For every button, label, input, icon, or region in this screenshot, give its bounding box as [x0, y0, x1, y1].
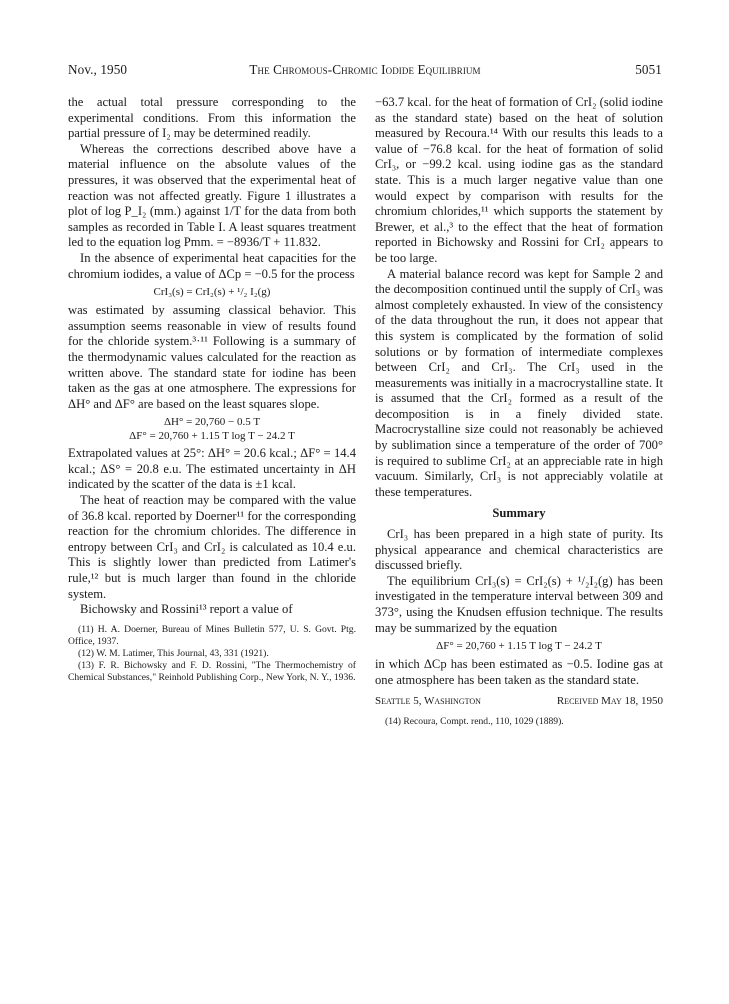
footnote: (12) W. M. Latimer, This Journal, 43, 331 (1921). — [78, 647, 269, 659]
paragraph: In the absence of experimental heat capacities for the chromium iodides, a value of ΔCp = −0.5 for the process — [68, 250, 356, 281]
equation-enthalpy: ΔH° = 20,760 − 0.5 T — [163, 416, 261, 429]
paragraph: CrI₃ has been prepared in a high state of purity. Its physical appearance and chemical characteristics are discussed briefly. — [375, 527, 663, 573]
right-column — [375, 95, 663, 728]
paragraph: The equilibrium CrI₃(s) = CrI₂(s) + ¹/₂I₂(g) has been investigated in the temperature interval between 309 and 373°, using the Knudsen effusion technique. The results may be summarized by the equation — [375, 573, 663, 635]
paragraph: Bichowsky and Rossini¹³ report a value of — [80, 602, 293, 617]
paragraph: in which ΔCp has been estimated as −0.5. Iodine gas at one atmosphere has been taken as the standard state. — [375, 657, 663, 687]
affiliation-line — [375, 694, 663, 710]
paragraph: Extrapolated values at 25°: ΔH° = 20.6 kcal.; ΔF° = 14.4 kcal.; ΔS° = 20.8 e.u. The estimated uncertainty in ΔH indicated by the scatter of the data is ±1 kcal. — [68, 446, 356, 492]
received-date: Received May 18, 1950 — [556, 695, 663, 708]
equation-reaction: CrI₃(s) = CrI₂(s) + ¹/₂ I₂(g) — [153, 286, 271, 299]
paragraph: The heat of reaction may be compared with the value of 36.8 kcal. reported by Doerner¹¹ for the corresponding reaction for the chromium chlorides. The difference in entropy between CrI₃ and CrI₂ is calculated as 10.4 e.u. This is slightly lower than predicted from Latimer's rule,¹² but is much larger than found in the chloride system. — [68, 493, 356, 601]
paragraph: −63.7 kcal. for the heat of formation of CrI₂ (solid iodine as the standard state) based on the heat of solution measured by Recoura.¹⁴ With our results this leads to a value of −76.8 kcal. for the heat of formation of solid CrI₃, or −99.2 kcal. using iodine gas as the standard state. This is a much larger negative value than one would expect by comparison with results for the chromium chlorides,¹¹ which supports the statement by Brewer, et al.,³ to the effect that the heat of formation reported in Bichowsky and Rossini for CrI₂ appears to be too large. — [375, 95, 663, 265]
footnotes — [68, 624, 356, 684]
paragraph: A material balance record was kept for Sample 2 and the decomposition continued until the supply of CrI₃ was almost completely exhausted. In view of the consistency of the data throughout the run, it does not appear that this system is complicated by the formation of solid solutions or by formation of intermediate complexes between CrI₂ and CrI₃. The CrI₃ used in the measurements was initially in a macrocrystalline state. It is assumed that the CrI₂ formed as a result of the decomposition is in a finely divided state. Macrocrystalline size could not reasonably be achieved by sublimation since a temperature of the order of 700° is required to sublime CrI₂ at an appreciable rate in high vacuum. Similarly, CrI₃ is not appreciably volatile at these temperatures. — [375, 266, 663, 499]
running-header — [68, 62, 662, 80]
header-date: Nov., 1950 — [68, 62, 128, 77]
paragraph: Whereas the corrections described above have a material influence on the absolute values of the pressures, it was observed that the experimental heat of reaction was not affected greatly. Figure 1 illustrates a plot of log P_I₂ (mm.) against 1/T for the data from both samples as recorded in Table I. A least squares treatment led to the equation log Pmm. = −8936/T + 11.832. — [68, 141, 356, 250]
footnote: (13) F. R. Bichowsky and F. D. Rossini, "The Thermochemistry of Chemical Substances," Reinhold Publishing Corp., New York, N. Y., 1936. — [68, 659, 356, 683]
footnotes — [375, 716, 663, 728]
page-number: 5051 — [635, 62, 662, 77]
paragraph: the actual total pressure corresponding to the experimental conditions. From this information the partial pressure of I₂ may be determined readily. — [68, 95, 356, 141]
header-title: The Chromous-Chromic Iodide Equilibrium — [249, 62, 481, 77]
affiliation: Seattle 5, Washington — [375, 695, 481, 708]
footnote: (11) H. A. Doerner, Bureau of Mines Bulletin 577, U. S. Govt. Ptg. Office, 1937. — [68, 623, 356, 647]
equation-free-energy: ΔF° = 20,760 + 1.15 T log T − 24.2 T — [129, 430, 295, 443]
equation-summary: ΔF° = 20,760 + 1.15 T log T − 24.2 T — [436, 640, 602, 653]
footnote: (14) Recoura, Compt. rend., 110, 1029 (1889). — [385, 715, 564, 727]
left-column — [68, 95, 356, 684]
section-title-summary: Summary — [492, 506, 546, 521]
paragraph: was estimated by assuming classical behavior. This assumption seems reasonable in view of results found for the chloride system.³·¹¹ Following is a summary of the thermodynamic values calculated for the reaction as written above. The standard state for iodine has been taken as the gas at one atmosphere. The expressions for ΔH° and ΔF° are based on the least squares slope. — [68, 303, 356, 411]
